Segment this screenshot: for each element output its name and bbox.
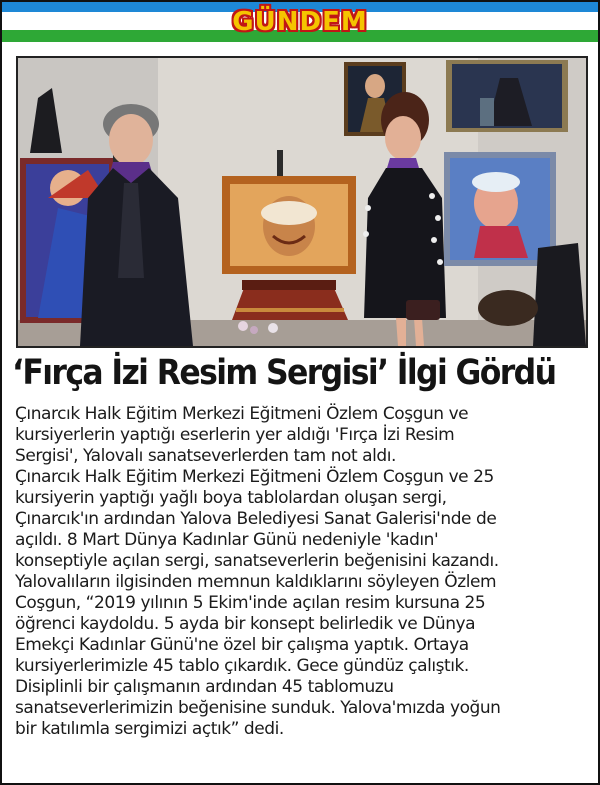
body-line: Çınarcık Halk Eğitim Merkezi Eğitmeni Özlem Coşgun ve (15, 404, 469, 424)
section-title: GÜNDEM (232, 7, 368, 37)
body-line: kursiyerlerin yaptığı eserlerin yer aldığı 'Fırça İzi Resim (15, 425, 455, 445)
article-headline: ‘Fırça İzi Resim Sergisi’ İlgi Gördü (12, 353, 556, 393)
article-photo (16, 56, 588, 348)
body-line: kursiyerlerimizle 45 tablo çıkardık. Gece gündüz çalıştık. (15, 656, 469, 676)
body-line: Çınarcık Halk Eğitim Merkezi Eğitmeni Özlem Coşgun ve 25 (15, 467, 494, 487)
body-line: Coşgun, “2019 yılının 5 Ekim'inde açılan resim kursuna 25 (15, 593, 486, 613)
body-line: Emekçi Kadınlar Günü'ne özel bir çalışma yaptık. Ortaya (15, 635, 469, 655)
body-line: Disiplinli bir çalışmanın ardından 45 tablomuzu (15, 677, 394, 697)
body-line: Sergisi', Yalovalı sanatseverlerden tam not aldı. (15, 446, 396, 466)
article-body (15, 404, 593, 740)
body-line: Çınarcık'ın ardından Yalova Belediyesi Sanat Galerisi'nde de (15, 509, 497, 529)
section-header-band (2, 2, 598, 46)
body-line: kursiyerin yaptığı yağlı boya tablolardan oluşan sergi, (15, 488, 447, 508)
body-line: sanatseverlerimizin beğenisine sunduk. Yalova'mızda yoğun (15, 698, 501, 718)
body-line: öğrenci kaydoldu. 5 ayda bir konsept belirledik ve Dünya (15, 614, 476, 634)
body-line: açıldı. 8 Mart Dünya Kadınlar Günü nedeniyle 'kadın' (15, 530, 439, 550)
body-line: konseptiyle açılan sergi, sanatseverlerin beğenisini kazandı. (15, 551, 499, 571)
body-line: bir katılımla sergimizi açtık” dedi. (15, 719, 284, 739)
body-line: Yalovalıların ilgisinden memnun kaldıklarını söyleyen Özlem (15, 572, 497, 592)
